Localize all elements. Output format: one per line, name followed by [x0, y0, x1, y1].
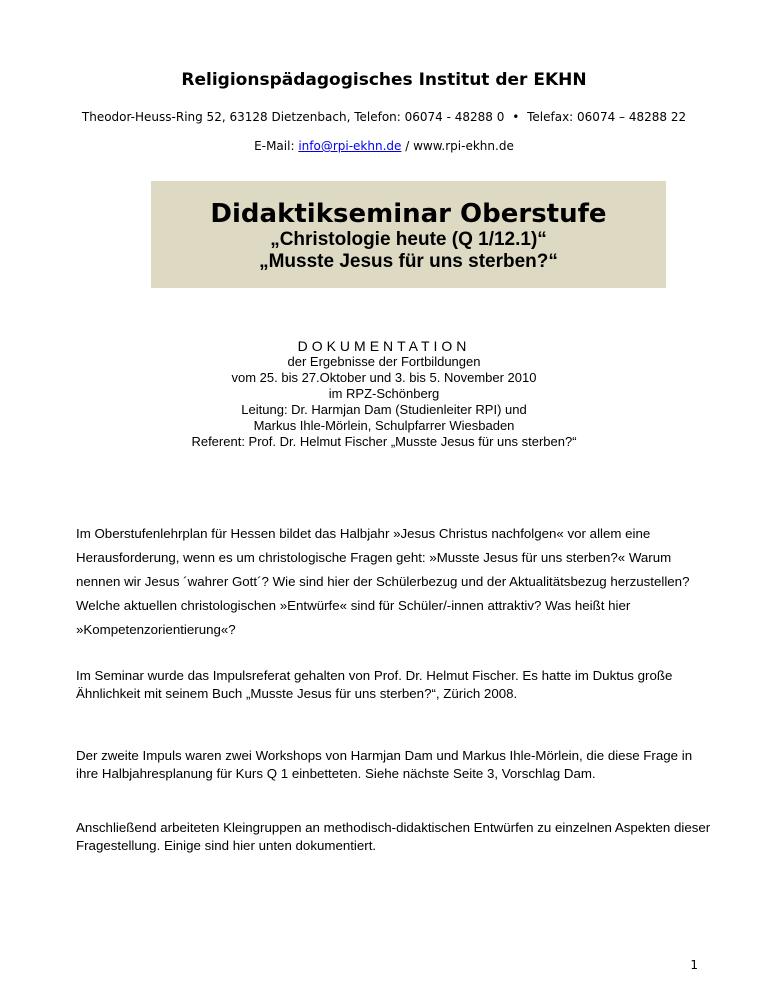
fax-text: Telefax: 06074 – 48288 22 [527, 110, 687, 124]
documentation-line: Markus Ihle-Mörlein, Schulpfarrer Wiesbaden [253, 418, 515, 433]
website-text: / www.rpi-ekhn.de [405, 139, 514, 153]
email-label: E-Mail: [254, 139, 295, 153]
bullet-separator: • [512, 110, 520, 124]
paragraph-small-groups: Anschließend arbeiteten Kleingruppen an methodisch-didaktischen Entwürfen zu einzelnen Aspekten dieser Fragestellung. Einige sind hier unten dokumentiert. [76, 820, 711, 853]
documentation-line: Referent: Prof. Dr. Helmut Fischer „Musste Jesus für uns sterben?“ [191, 434, 577, 449]
seminar-subtitle-2: „Musste Jesus für uns sterben?“ [259, 251, 558, 272]
paragraph-impulse-lecture: Im Seminar wurde das Impulsreferat gehalten von Prof. Dr. Helmut Fischer. Es hatte im Duktus große Ähnlichkeit mit seinem Buch „Musste Jesus für uns sterben?“, Zürich 2008. [76, 668, 673, 701]
seminar-title: Didaktikseminar Oberstufe [210, 199, 607, 229]
documentation-line: der Ergebnisse der Fortbildungen [287, 354, 481, 369]
documentation-heading: DOKUMENTATION [297, 338, 471, 354]
paragraph-workshops: Der zweite Impuls waren zwei Workshops von Harmjan Dam und Markus Ihle-Mörlein, die diese Frage in ihre Halbjahresplanung für Kurs Q 1 einbetteten. Siehe nächste Seite 3, Vorschlag Dam. [76, 748, 693, 781]
documentation-line: im RPZ-Schönberg [328, 386, 440, 401]
email-link[interactable]: info@rpi-ekhn.de [298, 139, 402, 153]
address-text: Theodor-Heuss-Ring 52, 63128 Dietzenbach, Telefon: 06074 - 48288 0 [81, 110, 505, 124]
title-box [151, 181, 666, 288]
documentation-line: vom 25. bis 27.Oktober und 3. bis 5. November 2010 [231, 370, 537, 385]
institute-name: Religionspädagogisches Institut der EKHN [181, 70, 587, 90]
paragraph-curriculum: Im Oberstufenlehrplan für Hessen bildet das Halbjahr »Jesus Christus nachfolgen« vor allem eine Herausforderung, wenn es um christologische Fragen geht: »Musste Jesus für uns sterben?« Warum nennen wir Jesus ´wahrer Gott´? Wie sind hier der Schülerbezug und der Aktualitätsbezug herzustellen? Welche aktuellen christologischen »Entwürfe« sind für Schüler/-innen attraktiv? Was heißt hier »Kompetenzorientierung«? [76, 526, 690, 637]
documentation-block [0, 338, 768, 450]
contact-line [0, 139, 768, 153]
seminar-subtitle-1: „Christologie heute (Q 1/12.1)“ [270, 229, 547, 250]
documentation-line: Leitung: Dr. Harmjan Dam (Studienleiter RPI) und [241, 402, 527, 417]
address-line [0, 110, 768, 124]
page-number: 1 [690, 958, 698, 972]
